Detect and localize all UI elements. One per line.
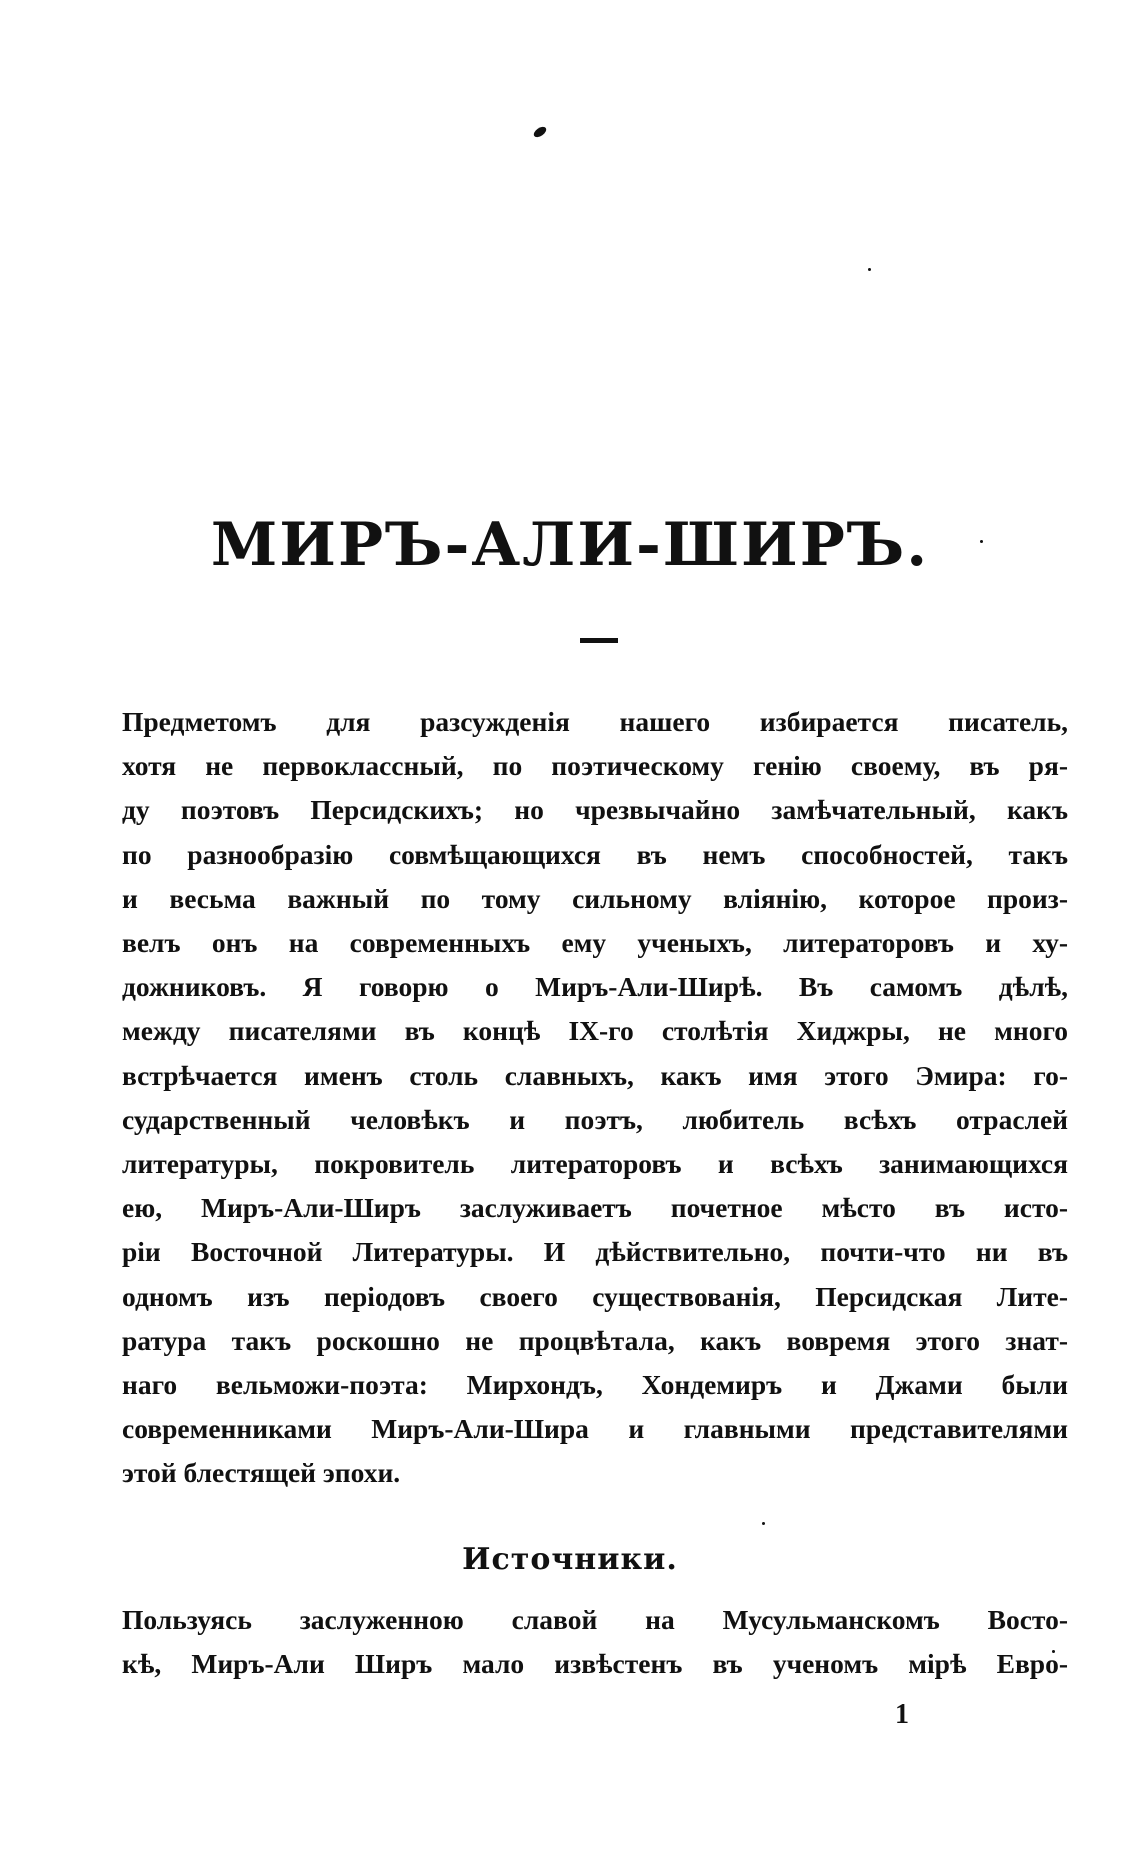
text-line: Предметомъ для разсужденія нашего избирается писатель,: [122, 706, 1068, 737]
text-line: между писателями въ концѣ IX-го столѣтія Хиджры, не много: [122, 1015, 1068, 1047]
text-line: хотя не первоклассный, по поэтическому генію своему, въ ря-: [122, 750, 1068, 782]
ink-speck: [762, 1522, 765, 1525]
text-line: встрѣчается именъ столь славныхъ, какъ имя этого Эмира: го-: [122, 1059, 1068, 1091]
text-line: ду поэтовъ Персидскихъ; но чрезвычайно замѣчательный, какъ: [122, 794, 1068, 826]
text-line: наго вельможи-поэта: Мирхондъ, Хондемиръ и Джами были: [122, 1369, 1068, 1401]
text-line: и весьма важный по тому сильному вліянію, которое произ-: [122, 882, 1068, 914]
text-line: литературы, покровитель литераторовъ и всѣхъ занимающихся: [122, 1148, 1068, 1180]
title-divider: [580, 638, 618, 643]
text-line: ріи Восточной Литературы. И дѣйствительно, почти-что ни въ: [122, 1236, 1068, 1268]
ink-speck: [868, 268, 871, 271]
text-line: одномъ изъ періодовъ своего существованія, Персидская Лите-: [122, 1280, 1068, 1312]
sources-paragraph: [122, 1598, 1068, 1686]
intro-paragraph: [122, 700, 1068, 1496]
text-line: кѣ, Миръ-Али Ширъ мало извѣстенъ въ ученомъ мірѣ Евро-: [122, 1648, 1068, 1680]
text-line: сударственный человѣкъ и поэтъ, любитель всѣхъ отраслей: [122, 1103, 1068, 1135]
text-line: ратура такъ роскошно не процвѣтала, какъ вовремя этого знат-: [122, 1324, 1068, 1356]
text-line: по разнообразію совмѣщающихся въ немъ способностей, такъ: [122, 838, 1068, 870]
section-heading-sources: Источники.: [462, 1542, 678, 1577]
text-line: этой блестящей эпохи.: [122, 1457, 401, 1489]
text-line: ею, Миръ-Али-Ширъ заслуживаетъ почетное мѣсто въ исто-: [122, 1192, 1068, 1224]
text-line: Пользуясь заслуженною славой на Мусульманскомъ Восто-: [122, 1604, 1068, 1635]
text-line: дожниковъ. Я говорю о Миръ-Али-Ширѣ. Въ самомъ дѣлѣ,: [122, 971, 1068, 1003]
ink-speck: [532, 125, 548, 140]
text-line: современниками Миръ-Али-Шира и главными представителями: [122, 1413, 1068, 1445]
page-title: МИРЪ-АЛИ-ШИРЪ.: [210, 510, 930, 580]
text-line: велъ онъ на современныхъ ему ученыхъ, литераторовъ и ху-: [122, 927, 1068, 959]
page-number: 1: [895, 1699, 909, 1730]
